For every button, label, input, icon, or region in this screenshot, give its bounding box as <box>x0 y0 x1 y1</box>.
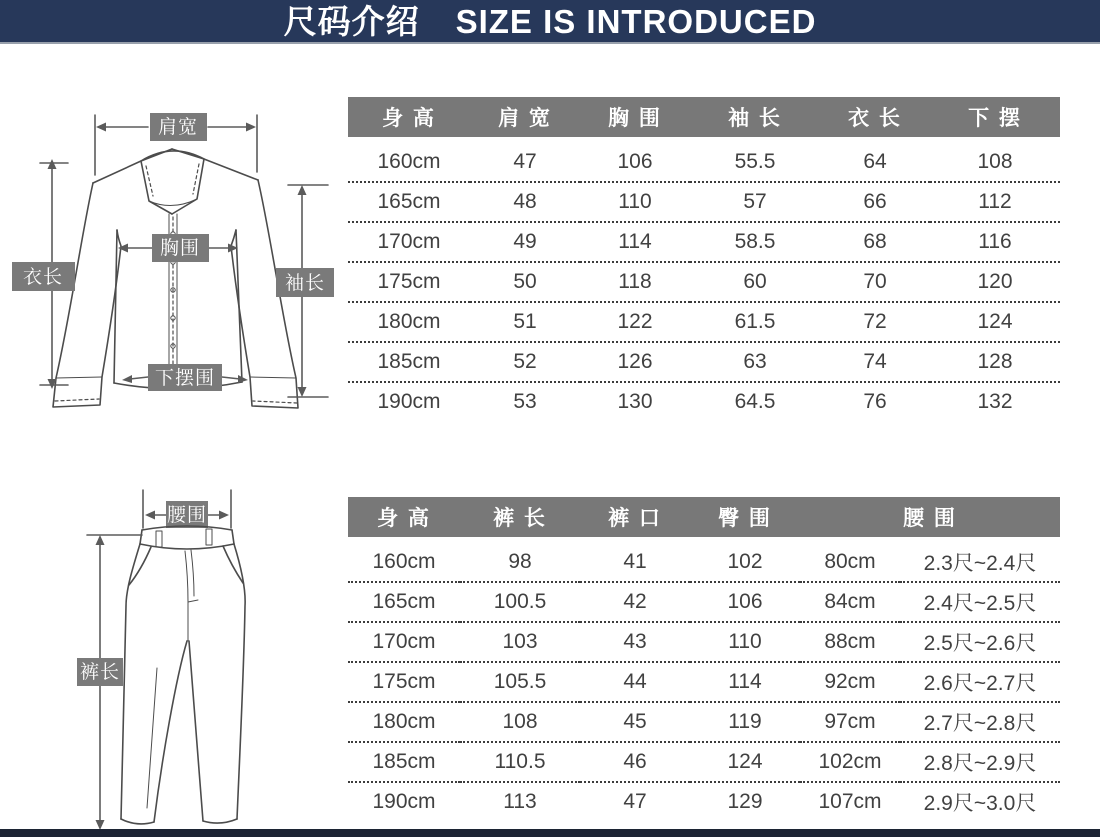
shirt-table-body <box>348 137 1060 421</box>
table-cell: 97cm <box>800 702 900 742</box>
shoulder-label: 肩宽 <box>157 117 199 138</box>
table-cell: 52 <box>470 342 580 382</box>
table-cell: 44 <box>580 662 690 702</box>
table-cell: 58.5 <box>690 222 820 262</box>
shoulder-width-annotation <box>95 113 257 175</box>
table-cell: 106 <box>690 582 800 622</box>
banner <box>0 0 1100 44</box>
table-cell: 107cm <box>818 790 882 813</box>
shirt-line-art <box>10 62 340 422</box>
table-cell: 124 <box>690 742 800 782</box>
column-header: 下 摆 <box>930 97 1060 137</box>
table-cell: 113 <box>503 790 537 813</box>
table-cell: 116 <box>930 222 1060 262</box>
table-cell: 180cm <box>348 702 460 742</box>
shirt-size-table <box>348 97 1060 421</box>
sleeve-length-label: 袖长 <box>284 273 326 294</box>
table-cell: 114 <box>580 222 690 262</box>
table-cell: 88cm <box>800 622 900 662</box>
table-cell: 175cm <box>348 262 470 302</box>
table-cell: 41 <box>580 543 690 582</box>
garment-length-annotation <box>12 159 75 389</box>
table-cell: 42 <box>580 582 690 622</box>
column-header: 裤 长 <box>460 497 580 537</box>
table-row <box>348 742 1060 782</box>
table-cell: 61.5 <box>690 302 820 342</box>
table-cell: 49 <box>470 222 580 262</box>
pants-length-label: 裤长 <box>79 662 121 683</box>
table-cell: 112 <box>930 182 1060 222</box>
table-cell: 129 <box>727 790 763 813</box>
table-cell: 180cm <box>348 302 470 342</box>
table-cell: 2.5尺~2.6尺 <box>900 622 1060 662</box>
table-cell: 66 <box>820 182 930 222</box>
table-cell: 50 <box>470 262 580 302</box>
table-cell: 70 <box>820 262 930 302</box>
table-cell: 100.5 <box>460 582 580 622</box>
table-cell: 2.4尺~2.5尺 <box>900 582 1060 622</box>
column-header: 衣 长 <box>820 97 930 137</box>
pants-size-table <box>348 497 1060 821</box>
waist-label: 腰围 <box>166 505 208 526</box>
table-cell: 55.5 <box>690 143 820 182</box>
pants-table-body <box>348 537 1060 821</box>
banner-title-zh: 尺码介绍 <box>283 2 420 40</box>
pants-table-header <box>348 497 1060 537</box>
table-cell: 106 <box>580 143 690 182</box>
table-cell: 2.9尺~3.0尺 <box>923 792 1037 815</box>
table-cell: 114 <box>690 662 800 702</box>
bottom-bar <box>0 829 1100 837</box>
table-row <box>348 143 1060 182</box>
column-header: 身 高 <box>348 97 470 137</box>
pants-line-art <box>50 478 330 837</box>
table-row <box>348 543 1060 582</box>
table-cell: 130 <box>617 390 653 413</box>
garment-length-label: 衣长 <box>22 267 64 288</box>
column-header: 袖 长 <box>690 97 820 137</box>
table-row <box>348 662 1060 702</box>
table-cell: 2.6尺~2.7尺 <box>900 662 1060 702</box>
table-cell: 120 <box>930 262 1060 302</box>
table-cell: 92cm <box>800 662 900 702</box>
banner-title-en: SIZE IS INTRODUCED <box>455 2 817 40</box>
table-cell: 160cm <box>348 543 460 582</box>
table-cell: 76 <box>863 390 887 413</box>
table-row <box>348 182 1060 222</box>
table-cell: 80cm <box>800 543 900 582</box>
table-row <box>348 582 1060 622</box>
table-cell: 102cm <box>800 742 900 782</box>
table-row <box>348 622 1060 662</box>
table-row <box>348 382 1060 421</box>
table-cell: 51 <box>470 302 580 342</box>
table-row <box>348 222 1060 262</box>
table-cell: 103 <box>460 622 580 662</box>
shirt-table-header <box>348 97 1060 137</box>
table-cell: 110 <box>580 182 690 222</box>
table-cell: 102 <box>690 543 800 582</box>
table-cell: 118 <box>580 262 690 302</box>
table-cell: 185cm <box>348 342 470 382</box>
pants-outline <box>121 526 245 824</box>
table-cell: 2.3尺~2.4尺 <box>900 543 1060 582</box>
table-cell: 122 <box>580 302 690 342</box>
table-row <box>348 302 1060 342</box>
table-cell: 98 <box>460 543 580 582</box>
table-cell: 105.5 <box>460 662 580 702</box>
table-cell: 60 <box>690 262 820 302</box>
table-cell: 47 <box>470 143 580 182</box>
table-cell: 108 <box>460 702 580 742</box>
table-cell: 43 <box>580 622 690 662</box>
table-cell: 110.5 <box>460 742 580 782</box>
table-cell: 126 <box>580 342 690 382</box>
column-header: 腰 围 <box>800 497 1060 537</box>
sleeve-length-annotation <box>276 185 334 397</box>
table-cell: 165cm <box>348 582 460 622</box>
shirt-diagram <box>10 62 340 422</box>
hem-label: 下摆围 <box>154 368 216 389</box>
table-cell: 63 <box>690 342 820 382</box>
column-header: 肩 宽 <box>470 97 580 137</box>
column-header: 裤 口 <box>580 497 690 537</box>
table-row <box>348 342 1060 382</box>
shirt-table <box>348 97 1060 421</box>
table-cell: 48 <box>470 182 580 222</box>
table-cell: 175cm <box>348 662 460 702</box>
pants-diagram <box>50 478 330 837</box>
table-cell: 72 <box>820 302 930 342</box>
table-cell: 108 <box>930 143 1060 182</box>
table-cell: 45 <box>580 702 690 742</box>
table-cell: 47 <box>623 790 647 813</box>
column-header: 身 高 <box>348 497 460 537</box>
table-cell: 2.8尺~2.9尺 <box>900 742 1060 782</box>
table-cell: 57 <box>690 182 820 222</box>
column-header: 臀 围 <box>690 497 800 537</box>
table-cell: 74 <box>820 342 930 382</box>
chest-label: 胸围 <box>159 238 201 259</box>
table-cell: 124 <box>930 302 1060 342</box>
table-row <box>348 782 1060 821</box>
table-cell: 190cm <box>372 790 436 813</box>
table-row <box>348 262 1060 302</box>
chest-annotation <box>118 234 238 262</box>
pants-length-annotation <box>77 535 142 830</box>
table-cell: 2.7尺~2.8尺 <box>900 702 1060 742</box>
table-cell: 165cm <box>348 182 470 222</box>
table-cell: 160cm <box>348 143 470 182</box>
table-cell: 64 <box>820 143 930 182</box>
table-cell: 119 <box>690 702 800 742</box>
table-cell: 110 <box>690 622 800 662</box>
table-cell: 128 <box>930 342 1060 382</box>
table-cell: 64.5 <box>734 390 776 413</box>
table-cell: 68 <box>820 222 930 262</box>
pants-table <box>348 497 1060 821</box>
table-cell: 190cm <box>377 390 441 413</box>
table-cell: 132 <box>977 390 1013 413</box>
table-cell: 46 <box>580 742 690 782</box>
table-cell: 170cm <box>348 222 470 262</box>
table-cell: 185cm <box>348 742 460 782</box>
waist-annotation <box>143 490 231 528</box>
table-row <box>348 702 1060 742</box>
table-cell: 84cm <box>800 582 900 622</box>
column-header: 胸 围 <box>580 97 690 137</box>
table-cell: 170cm <box>348 622 460 662</box>
table-cell: 53 <box>513 390 537 413</box>
